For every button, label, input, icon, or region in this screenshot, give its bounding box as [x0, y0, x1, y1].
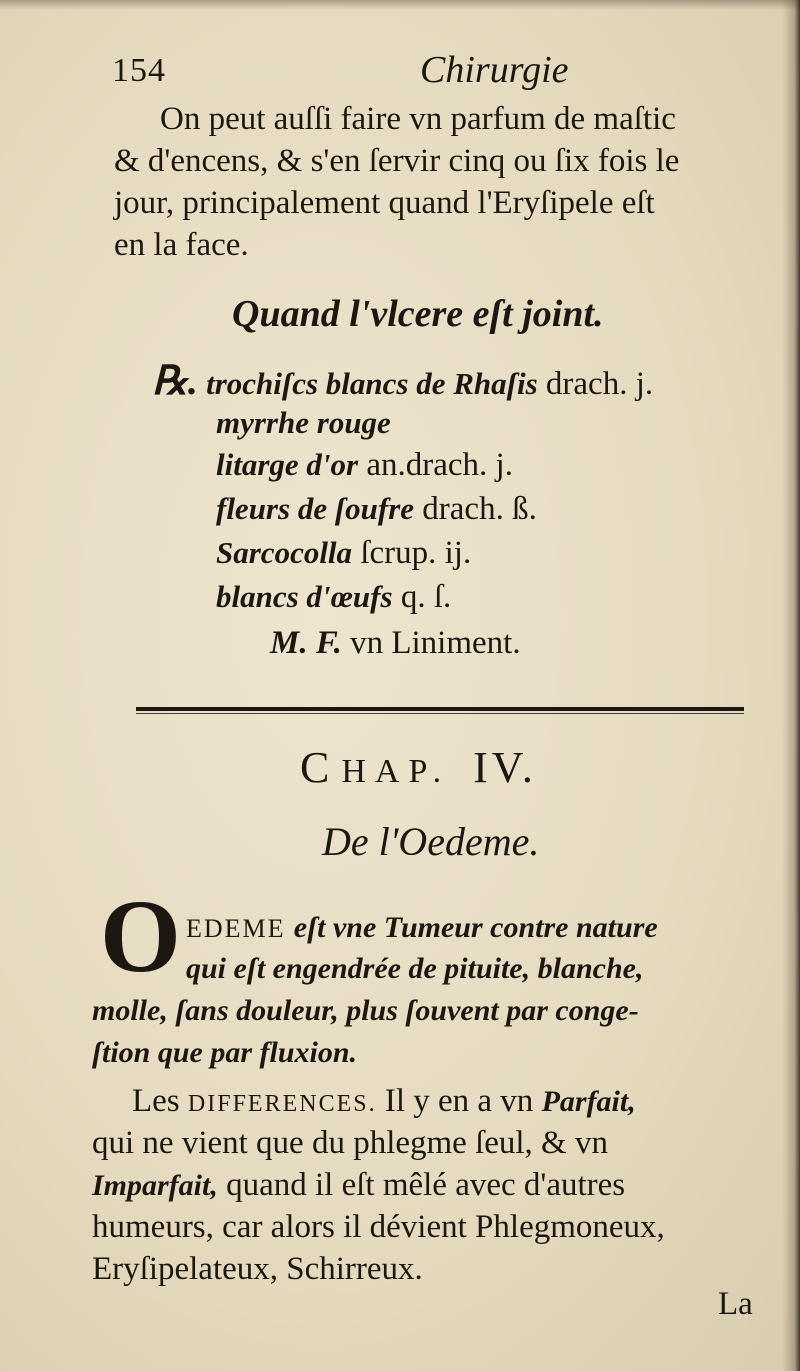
recipe-item [216, 576, 451, 618]
text-line: molle, ſans douleur, plus ſouvent par conge- [92, 994, 639, 1027]
text-line [132, 1080, 636, 1125]
ingredient-dose: ſcrup. ij. [360, 535, 472, 571]
text-line: ſtion que par fluxion. [92, 1036, 358, 1069]
ingredient-dose: drach. ß. [422, 491, 537, 527]
section-divider-thin [136, 713, 744, 714]
text-line: Eryſipelateux, Schirreux. [92, 1251, 423, 1287]
text-line: On peut auſſi faire vn parfum de maſtic [160, 101, 676, 137]
chapter-heading [300, 742, 537, 793]
text-line [186, 906, 658, 950]
recipe-symbol: ℞. [152, 358, 198, 403]
text-line: humeurs, car alors il dévient Phlegmoneux, [92, 1209, 665, 1245]
page-number: 154 [112, 52, 166, 89]
page-top-shadow [0, 0, 800, 10]
first-word: EDEME [186, 914, 286, 943]
ingredient-name: trochiſcs blancs de Rhaſis [206, 366, 538, 401]
ingredient-name: fleurs de ſoufre [216, 491, 415, 526]
running-head: Chirurgie [420, 49, 569, 91]
text-line: jour, principalement quand l'Eryſipele eſt [114, 185, 655, 221]
ingredient-name: blancs d'œufs [216, 579, 393, 614]
recipe-item [216, 402, 391, 444]
recipe-closing [270, 622, 521, 664]
catchword: La [718, 1286, 753, 1322]
drop-cap: O [100, 879, 181, 994]
text-line [92, 1164, 625, 1207]
chapter-title: De l'Oedeme. [322, 819, 540, 864]
ingredient-dose: q. ſ. [400, 579, 452, 615]
definition-text: eſt vne Tumeur contre nature [293, 911, 658, 944]
text-line: en la face. [114, 227, 249, 263]
ingredient-name: litarge d'or [216, 447, 359, 482]
ingredient-name: myrrhe rouge [216, 405, 391, 440]
text-line: & d'encens, & s'en ſervir cinq ou ſix fois le [114, 143, 680, 179]
line-italic: Parfait, [541, 1085, 636, 1118]
chapter-number: IV. [473, 743, 537, 792]
text-line: qui ne vient que du phlegme ſeul, & vn [92, 1125, 608, 1161]
line-italic: Imparfait, [92, 1169, 218, 1202]
recipe-item [216, 444, 513, 486]
text-line: qui eſt engendrée de pituite, blanche, [186, 952, 644, 985]
recipe-item [152, 360, 653, 405]
page-binding-edge [782, 0, 800, 1371]
chapter-label-initial: C [300, 743, 342, 792]
ingredient-dose: drach. j. [545, 366, 654, 402]
section-divider [136, 707, 744, 711]
intro-differences: DIFFERENCES. [187, 1091, 377, 1117]
chapter-label-rest: HAP. [341, 753, 451, 790]
line-text: quand il eſt mêlé avec d'autres [226, 1167, 626, 1203]
recipe-item [216, 488, 537, 530]
intro-les: Les [132, 1083, 180, 1119]
recipe-item [216, 532, 471, 574]
line-text: Il y en a vn [384, 1083, 534, 1119]
ingredient-name: Sarcocolla [216, 535, 353, 570]
recipe-caption: Quand l'vlcere eſt joint. [232, 293, 604, 335]
ingredient-dose: an.drach. j. [366, 447, 513, 483]
closing-abbrev: M. F. [270, 625, 342, 661]
closing-text: vn Liniment. [350, 625, 521, 661]
